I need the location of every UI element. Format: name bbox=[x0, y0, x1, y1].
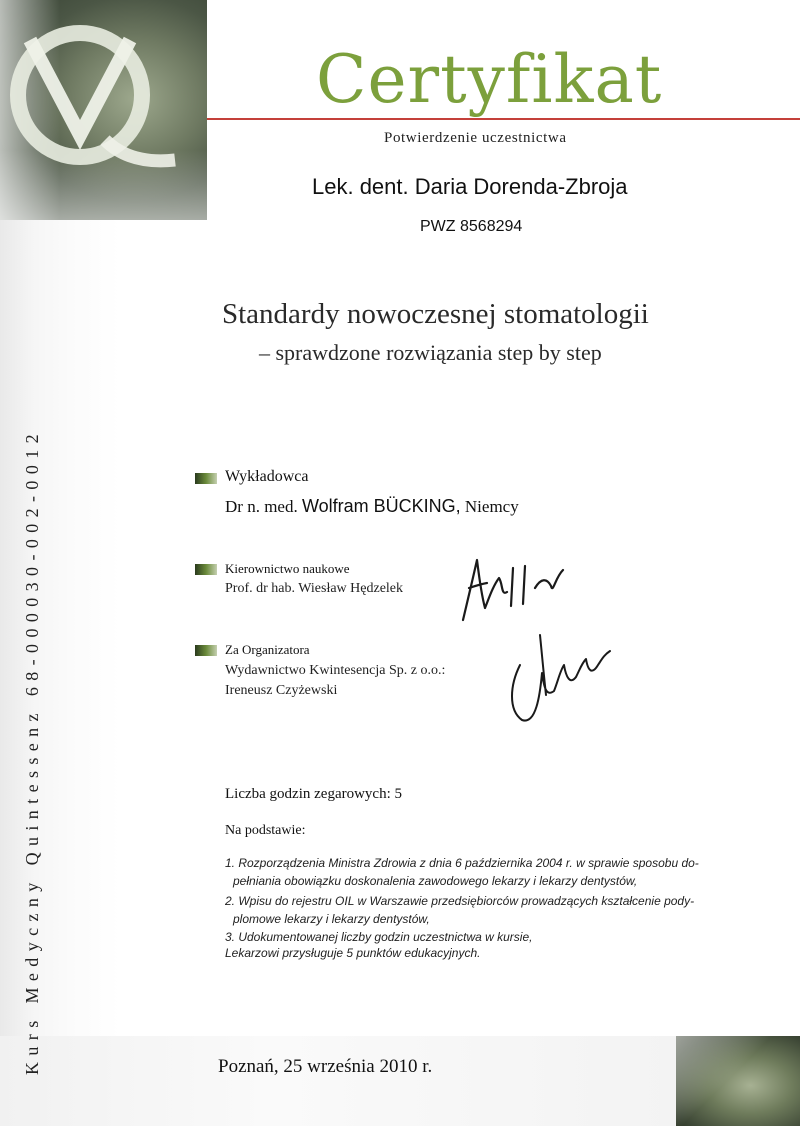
logo-panel bbox=[0, 0, 207, 220]
recipient-pwz: PWZ 8568294 bbox=[420, 218, 523, 235]
legal-line: Lekarzowi przysługuje 5 punktów edukacyjnych. bbox=[225, 946, 481, 960]
organizer-label: Za Organizatora bbox=[225, 642, 310, 657]
basis-label: Na podstawie: bbox=[225, 823, 306, 838]
signature-czyzewski-icon bbox=[500, 625, 620, 735]
legal-line: 2. Wpisu do rejestru OIL w Warszawie przedsiębiorców prowadzących kształcenie pody- bbox=[225, 894, 695, 908]
lecturer-prefix: Dr n. med. bbox=[225, 497, 298, 516]
place-date: Poznań, 25 września 2010 r. bbox=[218, 1056, 433, 1077]
footer-band bbox=[0, 1036, 676, 1126]
hours-count: Liczba godzin zegarowych: 5 bbox=[225, 786, 403, 802]
course-subtitle: – sprawdzone rozwiązania step by step bbox=[259, 340, 602, 365]
lecturer-line bbox=[225, 496, 519, 517]
corner-photo-fade bbox=[676, 1036, 800, 1126]
lecturer-country: Niemcy bbox=[464, 497, 519, 516]
certificate-title: Certyfikat bbox=[316, 41, 663, 118]
course-title: Standardy nowoczesnej stomatologii bbox=[222, 298, 649, 330]
side-course-id: Kurs Medyczny Quintessenz 68-000030-002-0012 bbox=[22, 427, 42, 1075]
legal-line: plomowe lekarzy i lekarzy dentystów, bbox=[233, 912, 430, 926]
section-bullet-icon bbox=[195, 473, 217, 484]
legal-line: 3. Udokumentowanej liczby godzin uczestnictwa w kursie, bbox=[225, 930, 533, 944]
quintessenz-logo-icon bbox=[0, 0, 207, 220]
organizer-person: Ireneusz Czyżewski bbox=[225, 683, 338, 698]
legal-line: 1. Rozporządzenia Ministra Zdrowia z dnia 6 października 2004 r. w sprawie sposobu do- bbox=[225, 856, 699, 870]
signature-hedzelek-icon bbox=[455, 548, 570, 628]
scientific-manager-name: Prof. dr hab. Wiesław Hędzelek bbox=[225, 581, 404, 596]
section-bullet-icon bbox=[195, 645, 217, 656]
lecturer-name: Wolfram BÜCKING, bbox=[301, 496, 461, 516]
scientific-management-label: Kierownictwo naukowe bbox=[225, 561, 350, 576]
section-bullet-icon bbox=[195, 564, 217, 575]
organizer-company: Wydawnictwo Kwintesencja Sp. z o.o.: bbox=[225, 663, 446, 678]
corner-photo bbox=[676, 1036, 800, 1126]
title-rule bbox=[207, 118, 800, 120]
recipient-name: Lek. dent. Daria Dorenda-Zbroja bbox=[312, 174, 628, 199]
legal-line: pełniania obowiązku doskonalenia zawodowego lekarzy i lekarzy dentystów, bbox=[233, 874, 638, 888]
certificate-subtitle: Potwierdzenie uczestnictwa bbox=[384, 130, 567, 146]
lecturer-label: Wykładowca bbox=[225, 468, 309, 485]
